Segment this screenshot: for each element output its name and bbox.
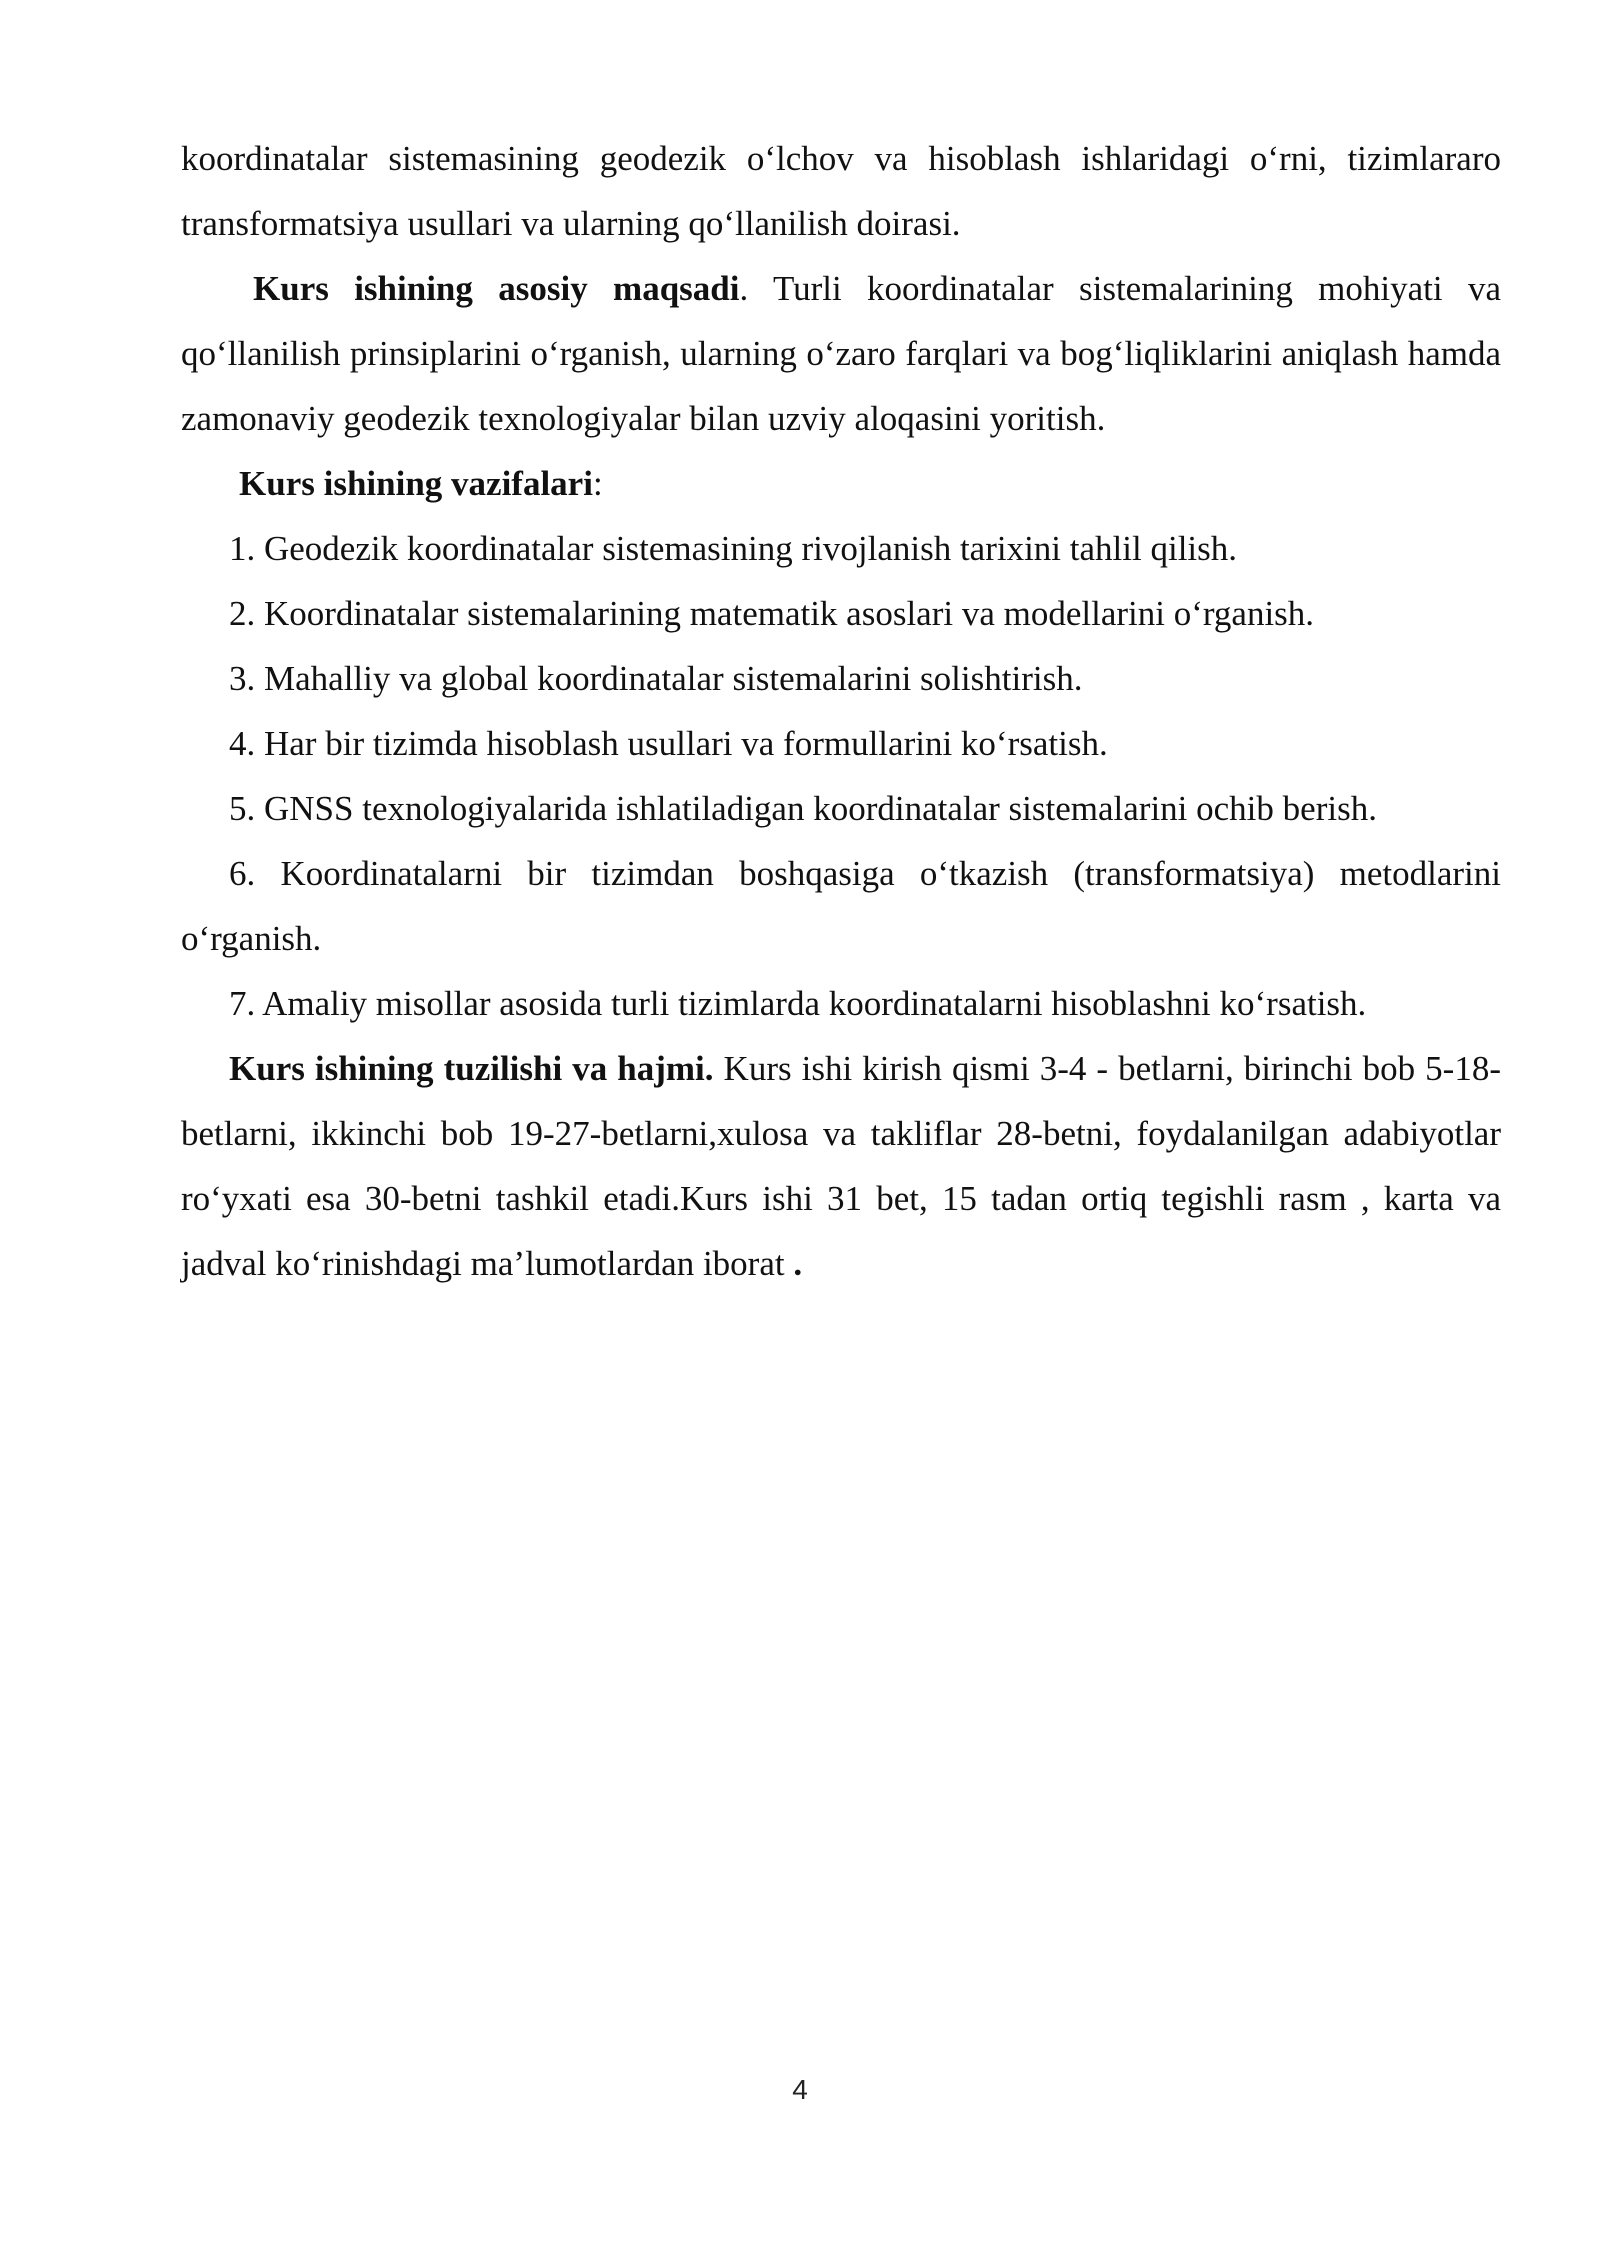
structure-end-mark: . <box>793 1244 803 1283</box>
task-item-1: 1. Geodezik koordinatalar sistemasining rivojlanish tarixini tahlil qilish. <box>229 529 1238 568</box>
tasks-heading-line <box>181 451 1501 516</box>
task-item-3: 3. Mahalliy va global koordinatalar sistemalarini solishtirish. <box>229 659 1083 698</box>
tasks-heading-suffix: : <box>592 464 603 503</box>
page-body <box>181 126 1501 1296</box>
tasks-heading: Kurs ishining vazifalari <box>239 464 593 503</box>
structure-heading: Kurs ishining tuzilishi va hajmi. <box>229 1049 714 1088</box>
structure-text: Kurs ishi kirish qismi 3-4 - betlarni, birinchi bob 5-18-betlarni, ikkinchi bob 19-27-betlarni,xulosa va takliflar 28-betni, foydalanilgan adabiyotlar ro‘yxati esa 30-betni tashkil etadi.Kurs ishi 31 bet, 15 tadan ortiq tegishli rasm , karta va jadval ko‘rinishdagi ma’lumotlardan iborat <box>181 1049 1501 1283</box>
task-item-7: 7. Amaliy misollar asosida turli tizimlarda koordinatalarni hisoblashni ko‘rsatish. <box>229 984 1367 1023</box>
task-item-6: 6. Koordinatalarni bir tizimdan boshqasiga o‘tkazish (transformatsiya) metodlarini o‘rganish. <box>181 854 1501 958</box>
intro-paragraph: koordinatalar sistemasining geodezik o‘lchov va hisoblash ishlaridagi o‘rni, tizimlararo transformatsiya usullari va ularning qo‘llanilish doirasi. <box>181 139 1501 243</box>
page-number: 4 <box>792 2074 808 2105</box>
structure-paragraph <box>181 1036 1501 1296</box>
task-item-5: 5. GNSS texnologiyalarida ishlatiladigan koordinatalar sistemalarini ochib berish. <box>229 789 1377 828</box>
task-item-2: 2. Koordinatalar sistemalarining matematik asoslari va modellarini o‘rganish. <box>229 594 1315 633</box>
task-item-4: 4. Har bir tizimda hisoblash usullari va formullarini ko‘rsatish. <box>229 724 1108 763</box>
goal-paragraph <box>181 256 1501 451</box>
goal-text: . Turli koordinatalar sistemalarining mohiyati va qo‘llanilish prinsiplarini o‘rganish, ularning o‘zaro farqlari va bog‘liqliklarini aniqlash hamda zamonaviy geodezik texnologiyalar bilan uzviy aloqasini yoritish. <box>181 269 1501 438</box>
goal-heading: Kurs ishining asosiy maqsadi <box>253 269 740 308</box>
